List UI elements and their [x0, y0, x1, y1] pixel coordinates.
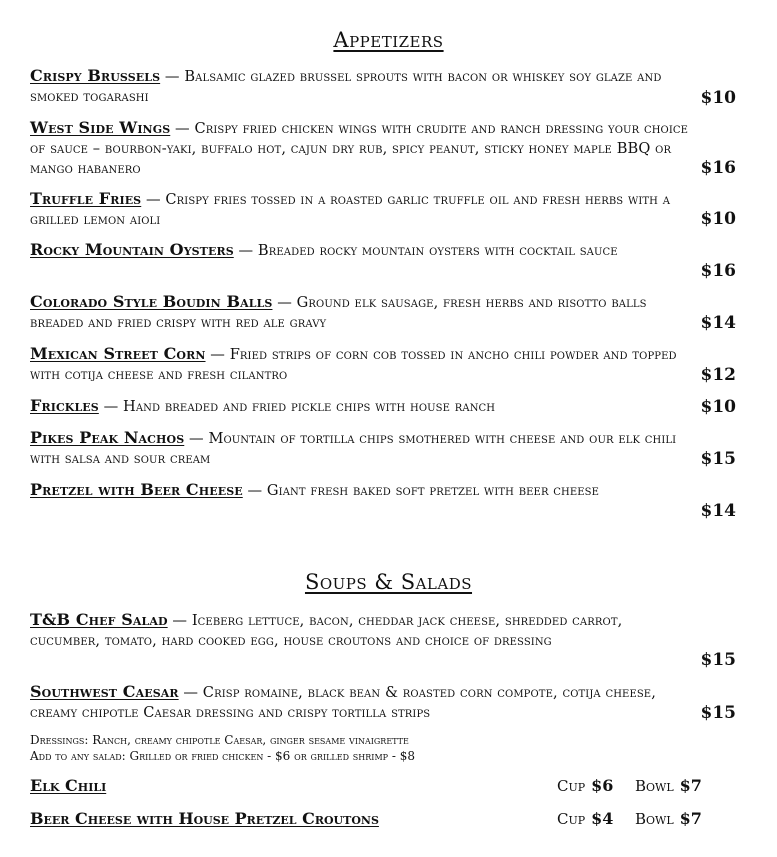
item-separator: —: [242, 482, 267, 499]
dressings-note: Dressings: Ranch, creamy chipotle Caesar, ginger sesame vinaigrette: [30, 733, 409, 747]
item-name: Pikes Peak Nachos: [30, 428, 185, 447]
item-description: Crispy fried chicken wings with crudite and ranch dressing your choice of sauce – bourbon-yaki, buffalo hot, cajun dry rub, spicy peanut, sticky honey maple BBQ or mango habanero: [30, 120, 689, 177]
item-separator: —: [205, 346, 230, 363]
item-separator: —: [167, 612, 192, 629]
item-price: $10: [700, 88, 736, 108]
item-price: $15: [700, 449, 736, 469]
menu-item: [30, 682, 742, 723]
cup-label: Cup: [557, 810, 586, 828]
item-description: Ground elk sausage, fresh herbs and risotto balls breaded and fried crispy with red ale gravy: [30, 294, 647, 331]
cup-price: $6: [591, 776, 614, 795]
item-separator: —: [98, 398, 123, 415]
item-name: Southwest Caesar: [30, 682, 179, 701]
soup-row: [30, 809, 742, 831]
menu-item: [30, 292, 742, 333]
bowl-size: [635, 776, 702, 795]
item-name: Mexican Street Corn: [30, 344, 206, 363]
bowl-price: $7: [679, 809, 702, 828]
menu-item: [30, 240, 742, 281]
item-description: Hand breaded and fried pickle chips with house ranch: [123, 398, 496, 415]
item-price: $16: [700, 261, 736, 281]
soup-name: Elk Chili: [30, 776, 107, 795]
cup-label: Cup: [557, 777, 586, 795]
item-price: $10: [700, 209, 736, 229]
bowl-label: Bowl: [635, 810, 674, 828]
appetizers-heading: Appetizers: [333, 28, 444, 52]
item-price: $10: [700, 397, 736, 417]
item-separator: —: [160, 68, 185, 85]
item-name: Truffle Fries: [30, 189, 142, 208]
item-price: $16: [700, 158, 736, 178]
menu-item: [30, 118, 742, 178]
item-separator: —: [141, 191, 166, 208]
item-description: Iceberg lettuce, bacon, cheddar jack cheese, shredded carrot, cucumber, tomato, hard cooked egg, house croutons and choice of dressing: [30, 612, 623, 649]
item-name: Frickles: [30, 396, 99, 415]
item-description: Mountain of tortilla chips smothered with cheese and our elk chili with salsa and sour cream: [30, 430, 677, 467]
cup-size: [557, 809, 613, 828]
item-name: Rocky Mountain Oysters: [30, 240, 234, 259]
menu-item: [30, 344, 742, 385]
item-separator: —: [170, 120, 195, 137]
bowl-label: Bowl: [635, 777, 674, 795]
item-name: T&B Chef Salad: [30, 610, 168, 629]
item-description: Crispy fries tossed in a roasted garlic truffle oil and fresh herbs with a grilled lemon aioli: [30, 191, 671, 228]
menu-item: [30, 396, 742, 417]
soup-name: Beer Cheese with House Pretzel Croutons: [30, 809, 379, 828]
item-price: $14: [700, 501, 736, 521]
item-price: $14: [700, 313, 736, 333]
item-price: $15: [700, 703, 736, 723]
item-price: $15: [700, 650, 736, 670]
item-separator: —: [233, 242, 258, 259]
salad-addon-note: Add to any salad: Grilled or fried chicken - $6 or grilled shrimp - $8: [30, 749, 415, 763]
bowl-price: $7: [679, 776, 702, 795]
cup-price: $4: [591, 809, 614, 828]
item-name: West Side Wings: [30, 118, 171, 137]
item-price: $12: [700, 365, 736, 385]
item-separator: —: [272, 294, 297, 311]
soup-row: [30, 776, 742, 798]
item-separator: —: [178, 684, 203, 701]
menu-item: [30, 610, 742, 670]
item-description: Balsamic glazed brussel sprouts with bacon or whiskey soy glaze and smoked togarashi: [30, 68, 662, 105]
item-description: Fried strips of corn cob tossed in ancho chili powder and topped with cotija cheese and fresh cilantro: [30, 346, 677, 383]
item-name: Crispy Brussels: [30, 66, 161, 85]
item-description: Giant fresh baked soft pretzel with beer cheese: [266, 482, 600, 499]
item-name: Colorado Style Boudin Balls: [30, 292, 273, 311]
menu-item: [30, 480, 742, 521]
menu-item: [30, 189, 742, 229]
item-description: Crisp romaine, black bean & roasted corn compote, cotija cheese, creamy chipotle Caesar dressing and crispy tortilla strips: [30, 684, 656, 721]
menu-item: [30, 428, 742, 469]
item-description: Breaded rocky mountain oysters with cocktail sauce: [257, 242, 618, 259]
cup-size: [557, 776, 613, 795]
menu-item: [30, 66, 742, 108]
item-name: Pretzel with Beer Cheese: [30, 480, 243, 499]
soups-salads-heading: Soups & Salads: [304, 570, 473, 594]
bowl-size: [635, 809, 702, 828]
item-separator: —: [184, 430, 209, 447]
